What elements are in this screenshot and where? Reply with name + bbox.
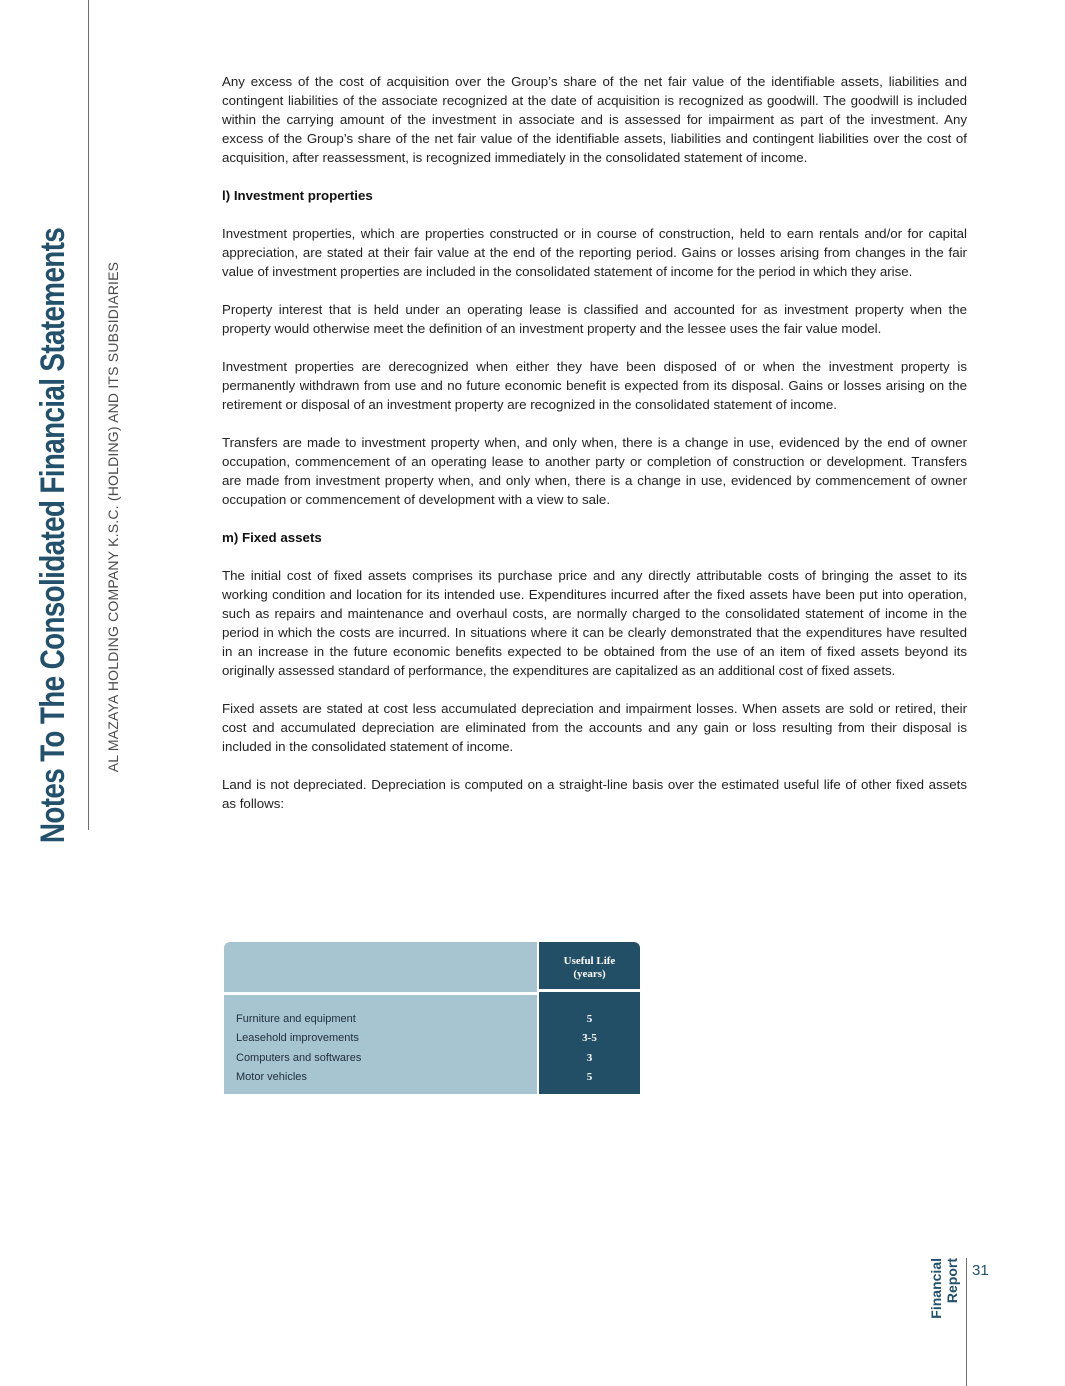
- sidebar-title: Notes To The Consolidated Financial Statements: [34, 227, 72, 844]
- sidebar-subtitle: AL MAZAYA HOLDING COMPANY K.S.C. (HOLDING) AND ITS SUBSIDIARIES: [105, 261, 121, 773]
- table-row-value: 3: [586, 1051, 593, 1064]
- main-content: [222, 72, 967, 832]
- paragraph-goodwill: Any excess of the cost of acquisition over the Group’s share of the net fair value of the identifiable assets, liabilities and contingent liabilities of the associate recognized at the date of acquisition is recognized as goodwill. The goodwill is included within the carrying amount of the investment in associate and is assessed for impairment as part of the investment. Any excess of the Group’s share of the net fair value of the identifiable assets, liabilities and contingent liabilities over the cost of acquisition, after reassessment, is recognized immediately in the consolidated statement of income.: [222, 74, 967, 165]
- sidebar-subtitle-container: [100, 232, 126, 802]
- footer-label-line1: Financial: [928, 1258, 944, 1319]
- footer-section-label: [928, 1258, 964, 1330]
- table-row-label: Computers and softwares: [236, 1051, 362, 1064]
- table-row-label: Leasehold improvements: [236, 1032, 359, 1045]
- paragraph-fixed-3: Land is not depreciated. Depreciation is computed on a straight-line basis over the estimated useful life of other fixed assets as follows:: [222, 777, 967, 811]
- table-value-header: [539, 942, 640, 992]
- table-row-label: Furniture and equipment: [236, 1013, 356, 1025]
- table-row: [224, 1049, 640, 1068]
- table-row: [224, 1068, 640, 1087]
- table-row: [224, 1029, 640, 1048]
- table-row-value: 5: [586, 1013, 593, 1025]
- table-row: [224, 1010, 640, 1029]
- table-row-value: 3-5: [582, 1032, 597, 1045]
- table-body: [224, 1010, 640, 1087]
- sidebar-title-container: [28, 152, 78, 844]
- heading-fixed-assets: m) Fixed assets: [222, 530, 322, 545]
- heading-investment-properties: l) Investment properties: [222, 188, 373, 203]
- table-header-unit: (years): [573, 968, 606, 980]
- paragraph-fixed-1: The initial cost of fixed assets comprises its purchase price and any directly attributable costs of bringing the asset to its working condition and location for its intended use. Expenditures incurred after the fixed assets have been put into operation, such as repairs and maintenance and overhaul costs, are normally charged to the consolidated statement of income in the period in which the costs are incurred. In situations where it can be clearly demonstrated that the expenditures have resulted in an increase in the future economic benefits expected to be obtained from the use of an item of fixed assets beyond its originally assessed standard of performance, the expenditures are capitalized as an additional cost of fixed assets.: [222, 568, 967, 678]
- table-header-title: Useful Life: [563, 955, 616, 967]
- useful-life-table: [224, 942, 640, 1094]
- sidebar-divider: [88, 0, 89, 830]
- table-label-header: [224, 942, 537, 995]
- paragraph-investment-1: Investment properties, which are properties constructed or in course of construction, held to earn rentals and/or for capital appreciation, are stated at their fair value at the end of the reporting period. Gains or losses arising from changes in the fair value of investment properties are included in the consolidated statement of income for the period in which they arise.: [222, 226, 967, 279]
- table-row-value: 5: [586, 1070, 593, 1083]
- footer-divider: [966, 1258, 967, 1386]
- paragraph-investment-4: Transfers are made to investment property when, and only when, there is a change in use, evidenced by the end of owner occupation, commencement of an operating lease to another party or completion of construction or development. Transfers are made from investment property when, and only when, there is a change in use, evidenced by commencement of owner occupation or commencement of development with a view to sale.: [222, 435, 967, 507]
- paragraph-investment-3: Investment properties are derecognized when either they have been disposed of or when the investment property is permanently withdrawn from use and no future economic benefit is expected from its disposal. Gains or losses arising on the retirement or disposal of an investment property are recognized in the consolidated statement of income.: [222, 359, 967, 412]
- paragraph-fixed-2: Fixed assets are stated at cost less accumulated depreciation and impairment losses. When assets are sold or retired, their cost and accumulated depreciation are eliminated from the accounts and any gain or loss resulting from their disposal is included in the consolidated statement of income.: [222, 701, 967, 754]
- footer-section-label-container: [928, 1258, 964, 1330]
- table-row-label: Motor vehicles: [236, 1070, 307, 1083]
- paragraph-investment-2: Property interest that is held under an operating lease is classified and accounted for as investment property when the property would otherwise meet the definition of an investment property and the lessee uses the fair value model.: [222, 302, 967, 336]
- footer-label-line2: Report: [944, 1258, 960, 1304]
- page-number: 31: [972, 1262, 989, 1279]
